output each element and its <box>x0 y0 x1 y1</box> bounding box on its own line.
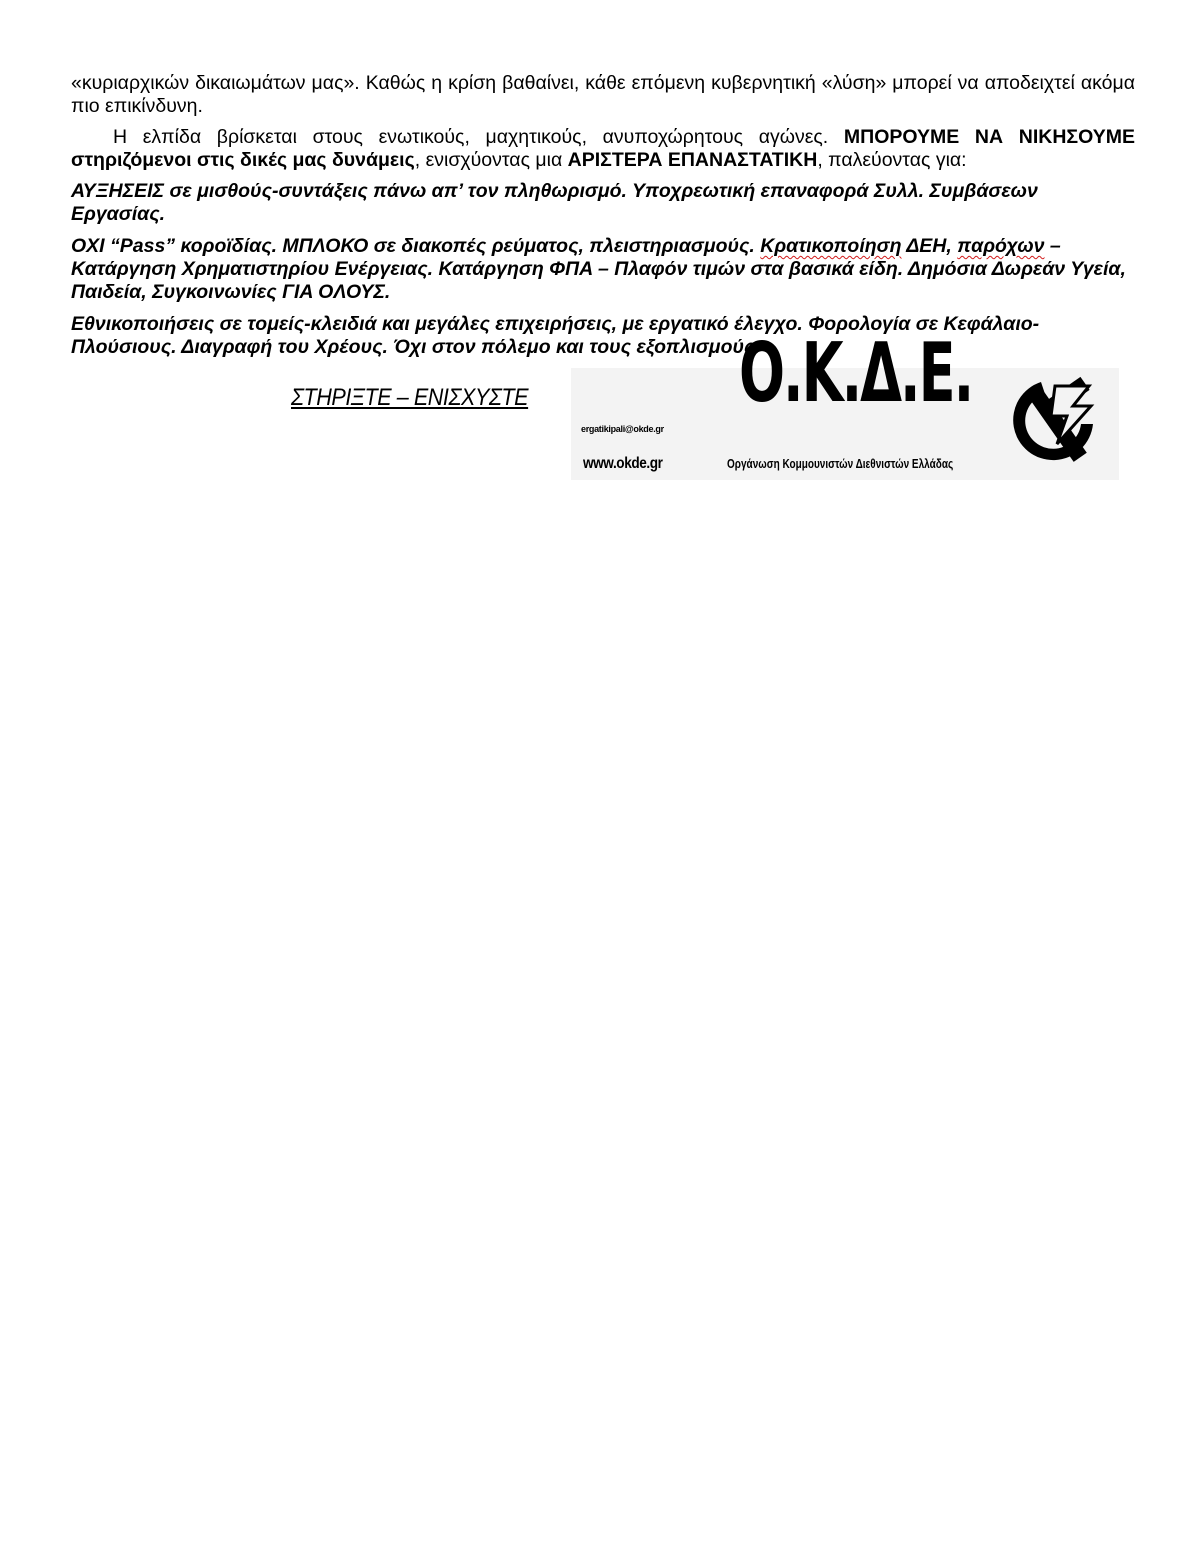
okde-logo <box>571 326 1119 480</box>
demand-energy-text-a: ΟΧΙ “Pass” κοροϊδίας. ΜΠΛΟΚΟ σε διακοπές ρεύματος, πλειστηριασμούς. <box>71 235 761 257</box>
spellcheck-word-2: παρόχων <box>957 235 1045 257</box>
demand-energy-text-b: ΔΕΗ, <box>901 235 958 257</box>
paragraph-2-bold-2: ΑΡΙΣΤΕΡΑ ΕΠΑΝΑΣΤΑΤΙΚΗ <box>567 149 818 171</box>
hammer-sickle-lightning-icon <box>1011 372 1101 476</box>
demand-wages: ΑΥΞΗΣΕΙΣ σε μισθούς-συντάξεις πάνω απ’ τον πληθωρισμό. Υποχρεωτική επαναφορά Συλλ. Συμβάσεων Εργασίας. <box>71 180 1038 225</box>
demand-energy-text-c: – Κατάργηση Χρηματιστηρίου Ενέργειας. Κατάργηση ΦΠΑ – Πλαφόν τιμών στα βασικά είδη. Δημόσια Δωρεάν Υγεία, Παιδεία, Συγκοινωνίες ΓΙΑ ΟΛΟΥΣ. <box>71 235 1126 303</box>
paragraph-2-text-2: , ενισχύοντας μια <box>414 149 568 171</box>
logo-abbreviation: Ο.Κ.Δ.Ε. <box>739 326 973 421</box>
paragraph-2-text-3: , παλεύοντας για: <box>817 149 967 171</box>
logo-organization-name: Οργάνωση Κομμουνιστών Διεθνιστών Ελλάδας <box>727 456 954 471</box>
logo-email: ergatikipali@okde.gr <box>581 424 664 434</box>
demand-nationalization: Εθνικοποιήσεις σε τομείς-κλειδιά και μεγάλες επιχειρήσεις, με εργατικό έλεγχο. Φορολογία σε Κεφάλαιο-Πλούσιους. Διαγραφή του Χρέους. Όχι στον πόλεμο και τους εξοπλισμούς. <box>71 313 1040 358</box>
demand-energy <box>71 235 1135 304</box>
paragraph-1: «κυριαρχικών δικαιωμάτων μας». Καθώς η κρίση βαθαίνει, κάθε επόμενη κυβερνητική «λύση» μπορεί να αποδειχτεί ακόμα πιο επικίνδυνη. <box>71 72 1135 117</box>
paragraph-2-bold-1: ΜΠΟΡΟΥΜΕ ΝΑ ΝΙΚΗΣΟΥΜΕ στηριζόμενοι στις δικές μας δυνάμεις <box>71 126 1135 171</box>
spellcheck-word-1: Κρατικοποίηση <box>760 235 902 257</box>
logo-website: www.okde.gr <box>583 455 663 472</box>
paragraph-2 <box>71 126 1135 172</box>
document-body <box>71 72 1135 480</box>
support-slogan: ΣΤΗΡΙΞΤΕ – ΕΝΙΣΧΥΣΤΕ <box>291 384 529 411</box>
paragraph-2-text-1: Η ελπίδα βρίσκεται στους ενωτικούς, μαχητικούς, ανυποχώρητους αγώνες. <box>113 126 844 148</box>
